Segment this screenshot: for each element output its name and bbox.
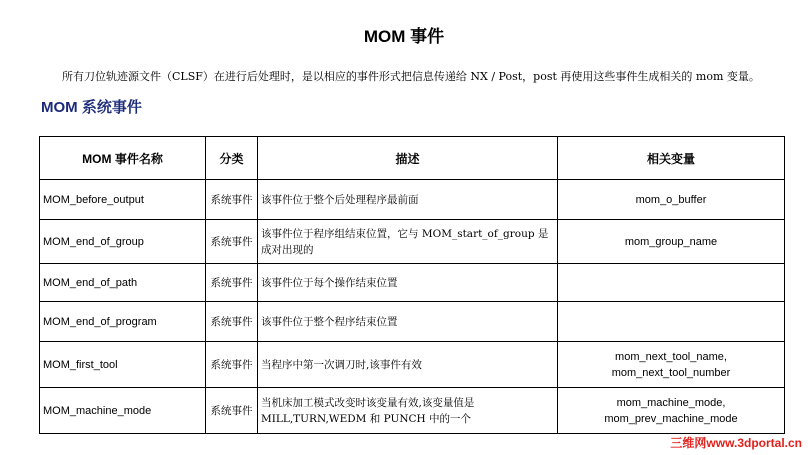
related-var: mom_next_tool_name, bbox=[615, 350, 727, 363]
event-name-cell: MOM_end_of_program bbox=[40, 302, 206, 342]
description-cell: 该事件位于每个操作结束位置 bbox=[258, 264, 558, 302]
table-row bbox=[40, 220, 785, 264]
header-category: 分类 bbox=[206, 137, 258, 180]
category-cell: 系统事件 bbox=[206, 264, 258, 302]
event-name-cell: MOM_machine_mode bbox=[40, 388, 206, 434]
section-title: MOM 系统事件 bbox=[41, 99, 142, 116]
mom-events-table bbox=[39, 136, 785, 434]
related-vars-cell bbox=[558, 302, 785, 342]
related-var: mom_machine_mode, bbox=[616, 396, 726, 409]
description-cell: 该事件位于整个程序结束位置 bbox=[258, 302, 558, 342]
related-vars-cell bbox=[558, 264, 785, 302]
table-row bbox=[40, 302, 785, 342]
related-var: mom_o_buffer bbox=[635, 193, 707, 206]
table-row bbox=[40, 180, 785, 220]
related-vars-cell bbox=[558, 342, 785, 388]
table-header-row bbox=[40, 137, 785, 180]
related-var: mom_group_name bbox=[624, 235, 718, 248]
watermark: 三维网www.3dportal.cn bbox=[670, 436, 802, 450]
table-row bbox=[40, 342, 785, 388]
table-row bbox=[40, 264, 785, 302]
related-var: mom_next_tool_number bbox=[611, 366, 731, 379]
description-cell: 该事件位于程序组结束位置，它与 MOM_start_of_group 是成对出现的 bbox=[258, 220, 558, 264]
related-vars-cell bbox=[558, 180, 785, 220]
event-name-cell: MOM_before_output bbox=[40, 180, 206, 220]
category-cell: 系统事件 bbox=[206, 342, 258, 388]
header-description: 描述 bbox=[258, 137, 558, 180]
related-var: mom_prev_machine_mode bbox=[604, 412, 738, 425]
event-name-cell: MOM_end_of_group bbox=[40, 220, 206, 264]
event-name-cell: MOM_first_tool bbox=[40, 342, 206, 388]
related-vars-cell bbox=[558, 220, 785, 264]
description-cell: 该事件位于整个后处理程序最前面 bbox=[258, 180, 558, 220]
category-cell: 系统事件 bbox=[206, 180, 258, 220]
category-cell: 系统事件 bbox=[206, 302, 258, 342]
category-cell: 系统事件 bbox=[206, 388, 258, 434]
category-cell: 系统事件 bbox=[206, 220, 258, 264]
table-row bbox=[40, 388, 785, 434]
related-vars-cell bbox=[558, 388, 785, 434]
event-name-cell: MOM_end_of_path bbox=[40, 264, 206, 302]
page-title: MOM 事件 bbox=[363, 27, 445, 46]
header-related-vars: 相关变量 bbox=[558, 137, 785, 180]
description-cell: 当程序中第一次调刀时,该事件有效 bbox=[258, 342, 558, 388]
intro-paragraph: 所有刀位轨迹源文件（CLSF）在进行后处理时，是以相应的事件形式把信息传递给 NX / Post，post 再使用这些事件生成相关的 mom 变量。 bbox=[62, 70, 760, 83]
description-cell: 当机床加工模式改变时该变量有效,该变量值是 MILL,TURN,WEDM 和 PUNCH 中的一个 bbox=[258, 388, 558, 434]
header-event-name: MOM 事件名称 bbox=[40, 137, 206, 180]
